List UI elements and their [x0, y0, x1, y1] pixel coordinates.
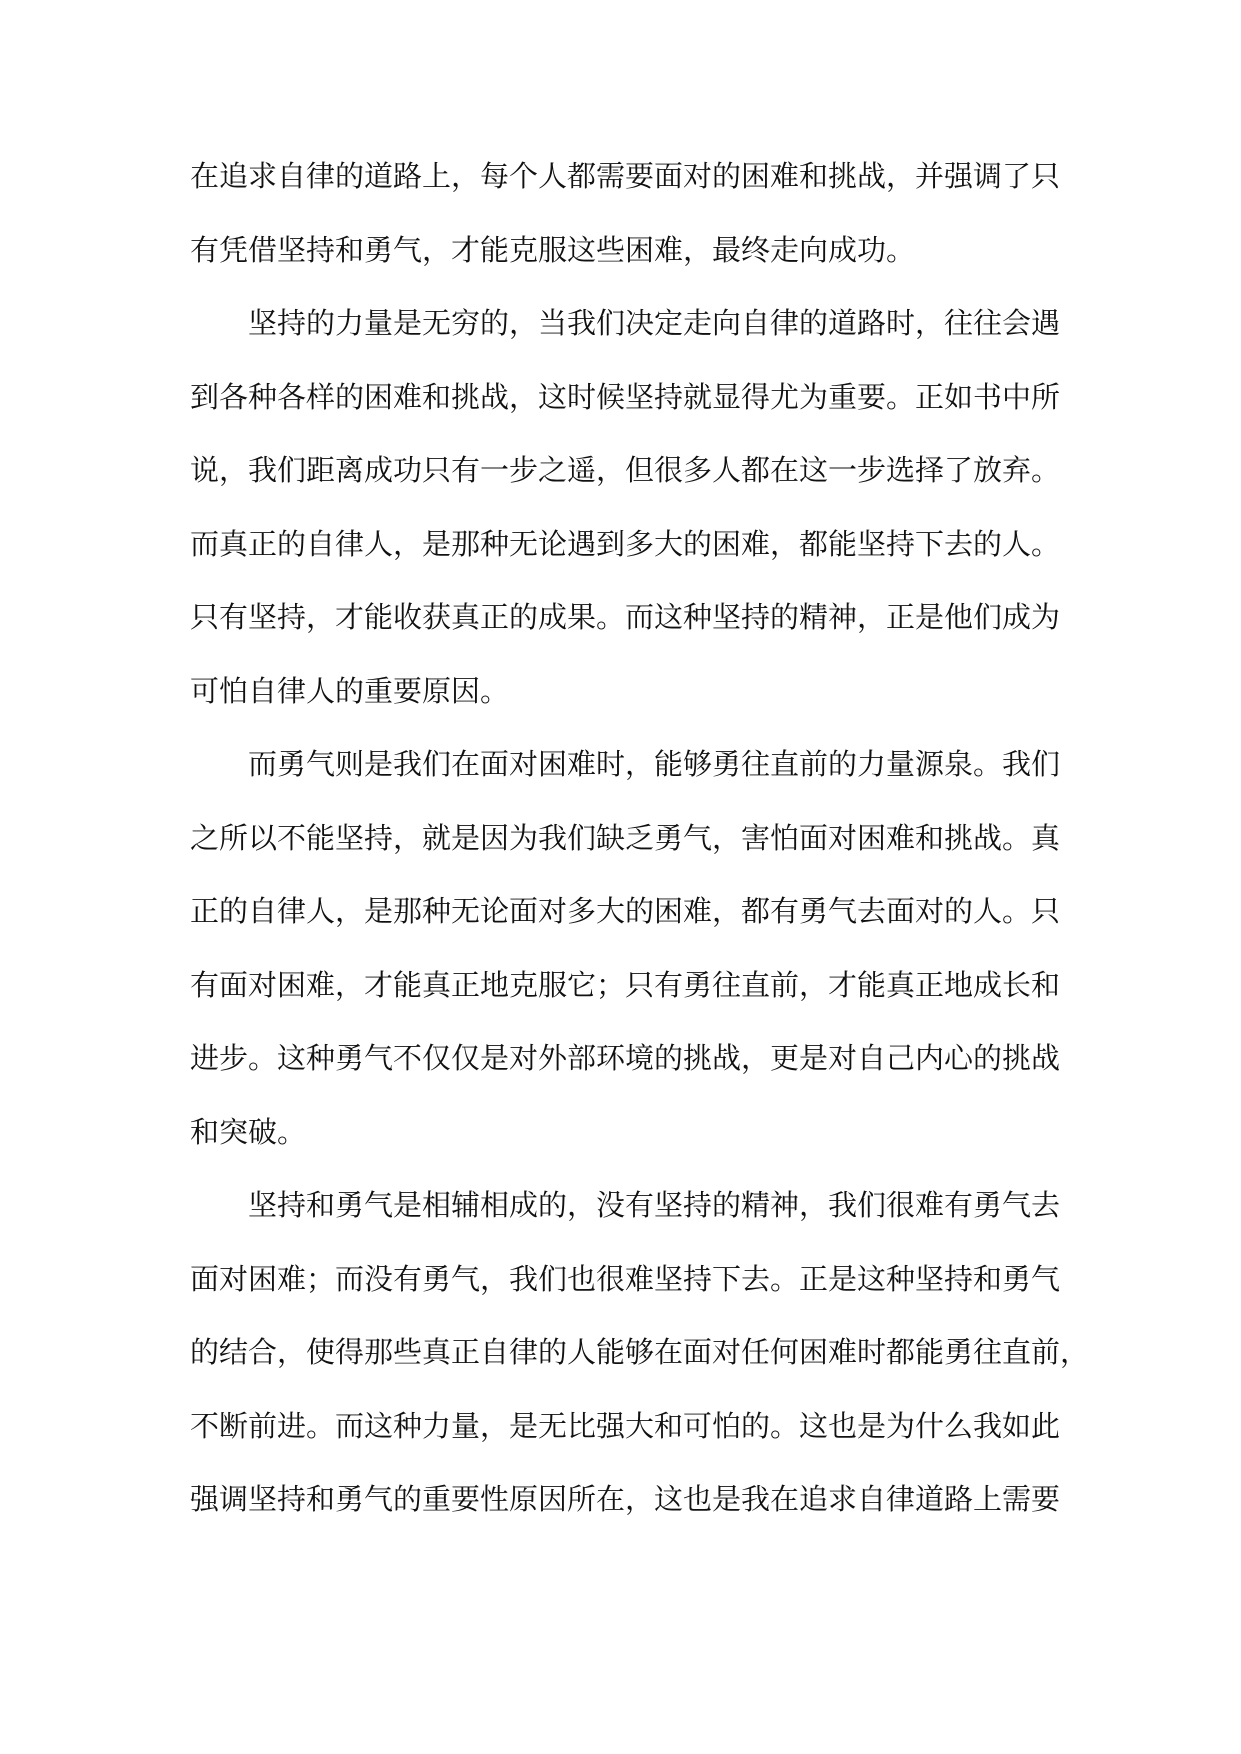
- text-line: 进步。这种勇气不仅仅是对外部环境的挑战，更是对自己内心的挑战: [190, 1041, 1061, 1075]
- body-text: [190, 140, 1090, 1537]
- text-line: 有凭借坚持和勇气，才能克服这些困难，最终走向成功。: [190, 232, 916, 267]
- text-line: 有面对困难，才能真正地克服它；只有勇往直前，才能真正地成长和: [190, 967, 1061, 1002]
- text-line: 只有坚持，才能收获真正的成果。而这种坚持的精神，正是他们成为: [190, 600, 1061, 634]
- text-line: 面对困难；而没有勇气，我们也很难坚持下去。正是这种坚持和勇气: [190, 1261, 1061, 1296]
- text-line: 在追求自律的道路上，每个人都需要面对的困难和挑战，并强调了只: [190, 159, 1061, 193]
- text-line: 不断前进。而这种力量，是无比强大和可怕的。这也是为什么我如此: [190, 1408, 1061, 1443]
- text-line: 强调坚持和勇气的重要性原因所在，这也是我在追求自律道路上需要: [190, 1482, 1061, 1516]
- text-line: 和突破。: [190, 1114, 307, 1149]
- paragraph-first-line: 坚持和勇气是相辅相成的，没有坚持的精神，我们很难有勇气去: [248, 1188, 1061, 1222]
- paragraph-first-line: 坚持的力量是无穷的，当我们决定走向自律的道路时，往往会遇: [248, 306, 1061, 340]
- text-line: 到各种各样的困难和挑战，这时候坚持就显得尤为重要。正如书中所: [190, 379, 1061, 414]
- text-line: 的结合，使得那些真正自律的人能够在面对任何困难时都能勇往直前，: [190, 1335, 1090, 1369]
- text-line: 之所以不能坚持，就是因为我们缺乏勇气，害怕面对困难和挑战。真: [190, 820, 1061, 855]
- text-line: 而真正的自律人，是那种无论遇到多大的困难，都能坚持下去的人。: [190, 526, 1061, 561]
- text-line: 可怕自律人的重要原因。: [190, 673, 510, 708]
- paragraph-first-line: 而勇气则是我们在面对困难时，能够勇往直前的力量源泉。我们: [248, 747, 1061, 781]
- text-line: 正的自律人，是那种无论面对多大的困难，都有勇气去面对的人。只: [190, 894, 1061, 928]
- text-line: 说，我们距离成功只有一步之遥，但很多人都在这一步选择了放弃。: [190, 453, 1061, 487]
